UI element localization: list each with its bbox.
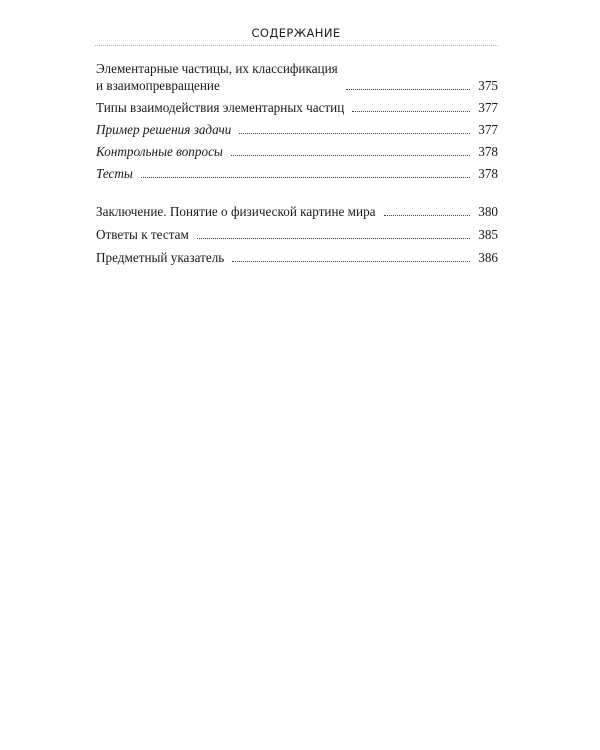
toc-page-number: 386 <box>478 250 498 265</box>
toc-page-number: 378 <box>478 144 498 159</box>
toc-entry-title: Контрольные вопросы <box>96 144 223 159</box>
header-divider <box>95 45 498 46</box>
toc-entry-conclusion <box>96 203 498 220</box>
toc-entry-title-line: Элементарные частицы, их классификация <box>96 61 338 76</box>
toc-entry-control-questions <box>96 143 498 160</box>
toc-entry-elementary-particles <box>96 60 498 94</box>
toc-entry-title: Предметный указатель <box>96 250 225 265</box>
dot-leader <box>141 177 470 178</box>
dot-leader <box>346 89 470 90</box>
dot-leader <box>384 215 470 216</box>
dot-leader <box>232 261 470 262</box>
toc-entry-interaction-types <box>96 99 498 116</box>
toc-page-number: 377 <box>478 122 498 137</box>
dot-leader <box>197 238 470 239</box>
dot-leader <box>352 111 470 112</box>
toc-entry-title: Типы взаимодействия элементарных частиц <box>96 100 345 115</box>
dot-leader <box>231 155 470 156</box>
toc-entry-title-line: и взаимопревращение <box>96 78 220 93</box>
toc-entry-tests <box>96 165 498 182</box>
toc-page-number: 380 <box>478 204 498 219</box>
toc-entry-title: Пример решения задачи <box>96 122 232 137</box>
running-header: СОДЕРЖАНИЕ <box>251 26 341 40</box>
toc-entry-subject-index <box>96 249 498 266</box>
table-of-contents <box>96 60 498 271</box>
toc-page-number: 385 <box>478 227 498 242</box>
dot-leader <box>239 133 470 134</box>
toc-entry-problem-example <box>96 121 498 138</box>
toc-page-number: 377 <box>478 100 498 115</box>
toc-entry-title: Заключение. Понятие о физической картине мира <box>96 204 376 219</box>
toc-page-number: 378 <box>478 166 498 181</box>
section-spacer <box>96 187 498 203</box>
toc-entry-title: Ответы к тестам <box>96 227 189 242</box>
toc-entry-answers <box>96 226 498 243</box>
toc-entry-title: Тесты <box>96 166 133 181</box>
toc-page-number: 375 <box>478 78 498 93</box>
